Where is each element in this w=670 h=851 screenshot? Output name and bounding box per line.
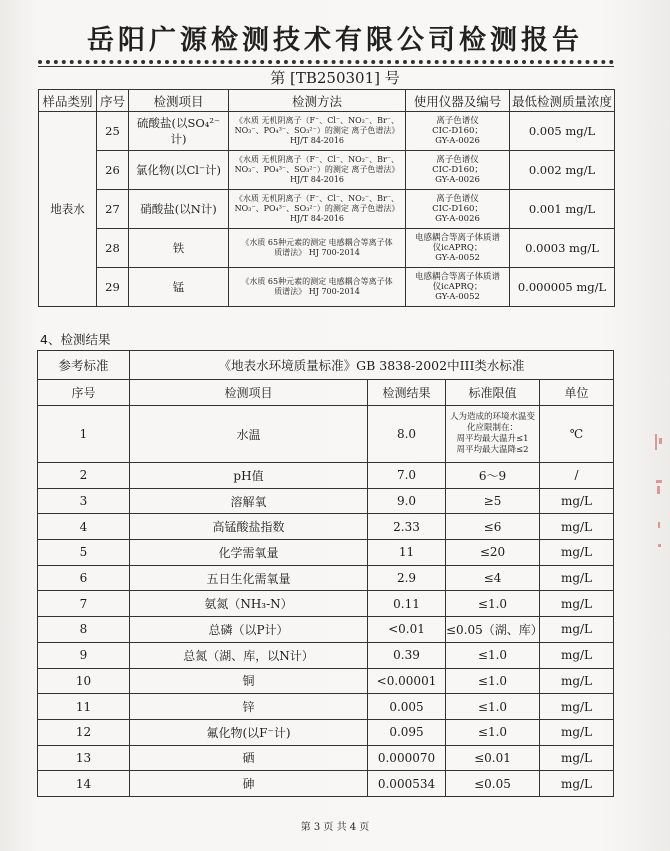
result-value: 11: [368, 540, 446, 566]
method-standard: 《水质 无机阴离子（F⁻、Cl⁻、NO₂⁻、Br⁻、 NO₃⁻、PO₄³⁻、SO₃²⁻）的测定 离子色谱法》 HJ/T 84-2016: [229, 151, 406, 190]
methods-row: [39, 268, 615, 307]
result-row: [38, 719, 614, 745]
result-no: 6: [38, 565, 130, 591]
page-footer: 第 3 页 共 4 页: [300, 822, 370, 833]
result-unit: mg/L: [540, 745, 614, 771]
reference-label: 参考标准: [38, 351, 130, 380]
result-unit: mg/L: [540, 771, 614, 797]
result-value: 0.39: [368, 642, 446, 668]
result-limit: 6～9: [446, 463, 540, 489]
result-unit: mg/L: [540, 694, 614, 720]
result-unit: mg/L: [540, 591, 614, 617]
result-row: [38, 771, 614, 797]
result-no: 14: [38, 771, 130, 797]
result-unit: ℃: [540, 406, 614, 463]
result-limit: ≤0.05: [446, 771, 540, 797]
results-header-row: [38, 380, 614, 406]
report-title: 岳阳广源检测技术有限公司检测报告: [87, 25, 583, 56]
result-no: 13: [38, 745, 130, 771]
method-instrument: 电感耦合等离子体质谱 仪icAPRQ； GY-A-0052: [406, 229, 510, 268]
result-unit: mg/L: [540, 540, 614, 566]
method-item: 锰: [129, 268, 229, 307]
result-no: 9: [38, 642, 130, 668]
methods-header-cell: 检测方法: [229, 90, 406, 112]
method-limit: 0.002 mg/L: [510, 151, 615, 190]
results-table: [37, 350, 614, 797]
result-value: 0.005: [368, 694, 446, 720]
result-no: 3: [38, 488, 130, 514]
result-item: 锌: [130, 694, 368, 720]
result-item: 水温: [130, 406, 368, 463]
result-no: 2: [38, 463, 130, 489]
result-value: 0.000534: [368, 771, 446, 797]
method-no: 28: [97, 229, 129, 268]
seal-fragment: [652, 430, 666, 560]
result-limit: 人为造成的环境水温变 化应限制在： 周平均最大温升≤1 周平均最大温降≤2: [446, 406, 540, 463]
result-limit: ≤0.05（湖、库）: [446, 617, 540, 643]
result-value: 2.33: [368, 514, 446, 540]
result-limit: ≤1.0: [446, 668, 540, 694]
result-item: 氨氮（NH₃-N）: [130, 591, 368, 617]
method-instrument: 离子色谱仪 CIC-D160； GY-A-0026: [406, 112, 510, 151]
method-standard: 《水质 65种元素的测定 电感耦合等离子体 质谱法》 HJ 700-2014: [229, 229, 406, 268]
result-no: 7: [38, 591, 130, 617]
result-no: 12: [38, 719, 130, 745]
methods-header-cell: 检测项目: [129, 90, 229, 112]
result-limit: ≤1.0: [446, 591, 540, 617]
result-limit: ≤0.01: [446, 745, 540, 771]
results-header-cell: 标准限值: [446, 380, 540, 406]
result-no: 10: [38, 668, 130, 694]
results-header-cell: 检测结果: [368, 380, 446, 406]
method-standard: 《水质 无机阴离子（F⁻、Cl⁻、NO₂⁻、Br⁻、 NO₃⁻、PO₄³⁻、SO₃²⁻）的测定 离子色谱法》 HJ/T 84-2016: [229, 190, 406, 229]
method-limit: 0.000005 mg/L: [510, 268, 615, 307]
methods-header-cell: 使用仪器及编号: [406, 90, 510, 112]
method-no: 27: [97, 190, 129, 229]
result-row: [38, 591, 614, 617]
result-item: 五日生化需氧量: [130, 565, 368, 591]
reference-value: 《地表水环境质量标准》GB 3838-2002中III类水标准: [130, 351, 614, 380]
title-dotted-rule: [38, 60, 614, 64]
result-row: [38, 406, 614, 463]
method-item: 氯化物(以Cl⁻计): [129, 151, 229, 190]
result-no: 11: [38, 694, 130, 720]
result-row: [38, 488, 614, 514]
method-item: 铁: [129, 229, 229, 268]
result-value: 9.0: [368, 488, 446, 514]
result-row: [38, 514, 614, 540]
result-item: 高锰酸盐指数: [130, 514, 368, 540]
reference-standard-row: [38, 351, 614, 380]
result-item: 氟化物(以F⁻计): [130, 719, 368, 745]
method-instrument: 离子色谱仪 CIC-D160； GY-A-0026: [406, 190, 510, 229]
methods-row: [39, 190, 615, 229]
result-limit: ≤20: [446, 540, 540, 566]
result-item: 总磷（以P计）: [130, 617, 368, 643]
methods-header-row: [39, 90, 615, 112]
result-unit: /: [540, 463, 614, 489]
result-limit: ≤1.0: [446, 642, 540, 668]
result-row: [38, 745, 614, 771]
result-unit: mg/L: [540, 668, 614, 694]
result-value: 7.0: [368, 463, 446, 489]
result-no: 4: [38, 514, 130, 540]
result-value: 0.11: [368, 591, 446, 617]
results-header-cell: 单位: [540, 380, 614, 406]
methods-row: [39, 112, 615, 151]
result-value: 8.0: [368, 406, 446, 463]
methods-header-cell: 样品类别: [39, 90, 97, 112]
result-row: [38, 642, 614, 668]
methods-header-cell: 最低检测质量浓度: [510, 90, 615, 112]
result-item: 化学需氧量: [130, 540, 368, 566]
method-item: 硝酸盐(以N计): [129, 190, 229, 229]
result-row: [38, 694, 614, 720]
method-item: 硫酸盐(以SO₄²⁻计): [129, 112, 229, 151]
result-no: 8: [38, 617, 130, 643]
results-header-cell: 序号: [38, 380, 130, 406]
results-section-title: 4、检测结果: [40, 332, 111, 347]
result-unit: mg/L: [540, 488, 614, 514]
result-unit: mg/L: [540, 514, 614, 540]
methods-row: [39, 151, 615, 190]
result-item: 硒: [130, 745, 368, 771]
methods-header-cell: 序号: [97, 90, 129, 112]
result-limit: ≤6: [446, 514, 540, 540]
method-standard: 《水质 无机阴离子（F⁻、Cl⁻、NO₂⁻、Br⁻、 NO₃⁻、PO₄³⁻、SO₃²⁻）的测定 离子色谱法》 HJ/T 84-2016: [229, 112, 406, 151]
result-item: 铜: [130, 668, 368, 694]
result-value: <0.00001: [368, 668, 446, 694]
sample-category-cell: 地表水: [39, 112, 97, 307]
result-row: [38, 565, 614, 591]
method-instrument: 电感耦合等离子体质谱 仪icAPRQ； GY-A-0052: [406, 268, 510, 307]
result-limit: ≤1.0: [446, 694, 540, 720]
result-limit: ≤4: [446, 565, 540, 591]
result-value: 0.000070: [368, 745, 446, 771]
result-item: 总氮（湖、库，以N计）: [130, 642, 368, 668]
result-no: 1: [38, 406, 130, 463]
result-limit: ≤1.0: [446, 719, 540, 745]
result-item: 溶解氧: [130, 488, 368, 514]
methods-table: [38, 89, 615, 307]
result-row: [38, 668, 614, 694]
methods-row: [39, 229, 615, 268]
result-unit: mg/L: [540, 617, 614, 643]
result-item: pH值: [130, 463, 368, 489]
result-unit: mg/L: [540, 719, 614, 745]
method-limit: 0.0003 mg/L: [510, 229, 615, 268]
result-unit: mg/L: [540, 565, 614, 591]
result-row: [38, 617, 614, 643]
result-value: 0.095: [368, 719, 446, 745]
method-no: 25: [97, 112, 129, 151]
result-no: 5: [38, 540, 130, 566]
result-limit: ≥5: [446, 488, 540, 514]
report-number: 第 [TB250301] 号: [270, 69, 400, 87]
result-row: [38, 463, 614, 489]
method-standard: 《水质 65种元素的测定 电感耦合等离子体 质谱法》 HJ 700-2014: [229, 268, 406, 307]
method-no: 29: [97, 268, 129, 307]
method-limit: 0.005 mg/L: [510, 112, 615, 151]
result-unit: mg/L: [540, 642, 614, 668]
result-row: [38, 540, 614, 566]
method-limit: 0.001 mg/L: [510, 190, 615, 229]
results-header-cell: 检测项目: [130, 380, 368, 406]
result-value: 2.9: [368, 565, 446, 591]
method-instrument: 离子色谱仪 CIC-D160； GY-A-0026: [406, 151, 510, 190]
method-no: 26: [97, 151, 129, 190]
result-value: <0.01: [368, 617, 446, 643]
result-item: 砷: [130, 771, 368, 797]
